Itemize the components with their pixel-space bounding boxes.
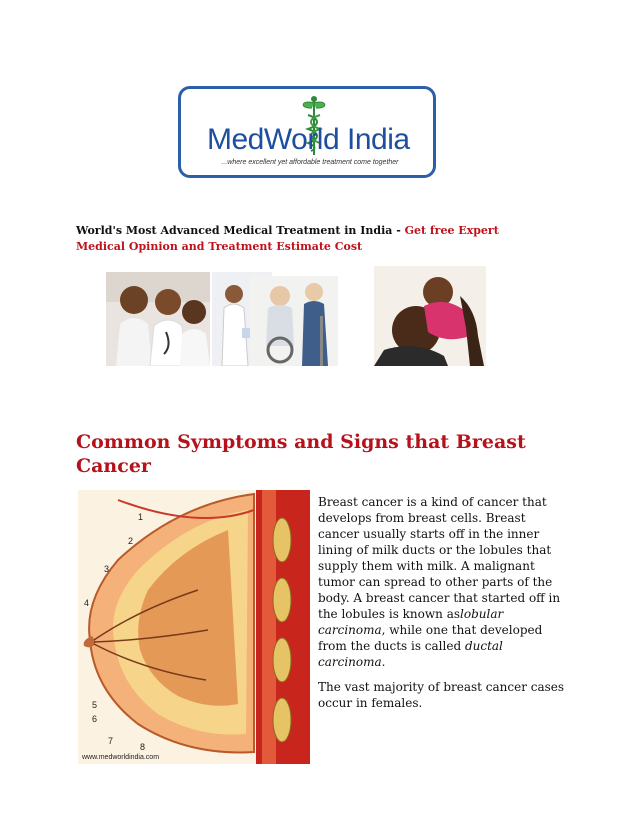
term-ductal-carcinoma: ductal carcinoma <box>318 639 503 669</box>
figure-label-1: 1 <box>138 512 144 522</box>
section-title: Common Symptoms and Signs that Breast Cancer <box>76 431 526 477</box>
headline-cta-link[interactable]: Get free Expert Medical Opinion and Treatment Estimate Cost <box>76 224 499 253</box>
photo-father-baby <box>374 266 486 366</box>
figure-label-3: 3 <box>104 564 110 574</box>
headline-text: World's Most Advanced Medical Treatment in India - <box>76 224 405 237</box>
term-lobular-carcinoma: lobular carcinoma <box>318 607 504 637</box>
headline <box>76 223 536 255</box>
figure-label-8: 8 <box>140 742 146 752</box>
article-body <box>318 494 568 720</box>
figure-label-2: 2 <box>128 536 134 546</box>
paragraph-definition-text: Breast cancer is a kind of cancer that develops from breast cells. Breast cancer usually starts off in the inner lining of milk ducts or the lobules that supply them with milk. A malignant tumor can spread to other parts of the body. A breast cancer that started off in the lobules is known as <box>318 495 561 621</box>
logo-brand-text: MedWorld India <box>207 123 410 156</box>
figure-label-7: 7 <box>108 736 114 746</box>
logo-tagline: ...where excellent yet affordable treatment come together <box>221 159 399 166</box>
figure-label-6: 6 <box>92 714 98 724</box>
paragraph-definition <box>318 494 568 670</box>
figure-label-5: 5 <box>92 700 98 710</box>
paragraph-definition-text-2: , while one that developed from the ducts is called <box>318 623 543 653</box>
anatomy-illustration <box>78 490 310 764</box>
figure-source-url[interactable]: www.medworldindia.com <box>82 754 160 761</box>
logo[interactable] <box>178 86 436 178</box>
photo-elderly-care <box>250 276 338 366</box>
paragraph-prevalence: The vast majority of breast cancer cases occur in females. <box>318 680 565 710</box>
photo-doctors <box>106 272 210 366</box>
breast-anatomy-diagram <box>78 490 310 764</box>
figure-label-4: 4 <box>84 598 90 608</box>
paragraph-definition-end: . <box>381 655 386 669</box>
